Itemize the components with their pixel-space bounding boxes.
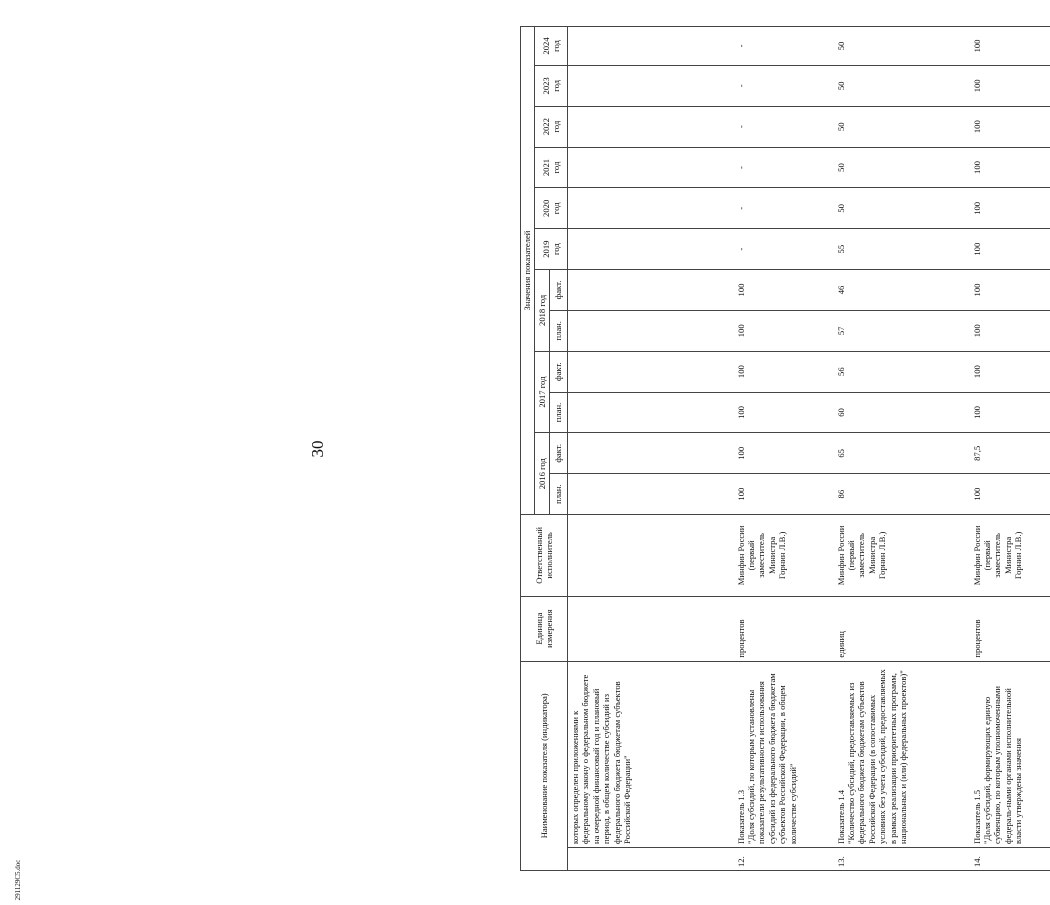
- row-indicator-name: Показатель 1.4 "Количество субсидий, предоставляемых из федерального бюджета бюджетам субъектов Российской Федерации (в сопоставимых условиях без учета субсидий, предоставляемых в рамках реализации приоритетных программ, национальных и (или) федеральных проектов)": [834, 661, 970, 847]
- value-fact-2018: 100: [970, 270, 1050, 311]
- value-2023: 50: [834, 65, 970, 106]
- indicator-table-rotated: [520, 26, 1024, 871]
- table-row: [734, 27, 834, 871]
- header-year-2024: 2024 год: [535, 27, 568, 66]
- header-executor: Ответственный исполнитель: [521, 515, 568, 597]
- row-number: 12.: [734, 847, 834, 870]
- value-2019: 100: [970, 229, 1050, 270]
- value-fact-2017: 100: [970, 351, 1050, 392]
- row-number: 13.: [834, 847, 970, 870]
- header-year-2021: 2021 год: [535, 147, 568, 188]
- header-unit: Единица измерения: [521, 596, 568, 661]
- value-plan-2017: 60: [834, 392, 970, 433]
- value-fact-2016: 65: [834, 433, 970, 474]
- value-plan-2017: 100: [970, 392, 1050, 433]
- value-2020: 100: [970, 188, 1050, 229]
- row-executor: Минфин России (первый заместитель Министра Горнин Л.В.): [734, 515, 834, 597]
- row-executor: Минфин России (первый заместитель Министра Горнин Л.В.): [970, 515, 1050, 597]
- value-2022: 50: [834, 106, 970, 147]
- row-indicator-name: Показатель 1.5 "Доля субсидий, формирующих единую субвенцию, по которым уполномоченными федераль-ными органами исполнительной власти утверждены значения: [970, 661, 1050, 847]
- page-number: 30: [308, 440, 327, 458]
- header-plan-2018: план.: [550, 310, 568, 351]
- value-2021: 50: [834, 147, 970, 188]
- header-year-2022: 2022 год: [535, 106, 568, 147]
- table-row-continuation: [568, 27, 734, 871]
- header-year-2019: 2019 год: [535, 229, 568, 270]
- row-indicator-name: Показатель 1.3 "Доля субсидий, по которым установлены показатели результативности использования субсидий из федерального бюджета бюджетам субъектов Российской Федерации, в общем количестве субсидий": [734, 661, 834, 847]
- header-fact-2018: факт.: [550, 270, 568, 311]
- header-fact-2016: факт.: [550, 433, 568, 474]
- value-2019: -: [734, 229, 834, 270]
- value-fact-2018: 46: [834, 270, 970, 311]
- value-2021: -: [734, 147, 834, 188]
- header-plan-2017: план.: [550, 392, 568, 433]
- value-2023: -: [734, 65, 834, 106]
- value-2020: 50: [834, 188, 970, 229]
- header-fact-2017: факт.: [550, 351, 568, 392]
- value-plan-2016: 100: [734, 474, 834, 515]
- table-row: [970, 27, 1050, 871]
- value-2022: -: [734, 106, 834, 147]
- table-row: [834, 27, 970, 871]
- row-number: 14.: [970, 847, 1050, 870]
- row-unit: процентов: [734, 596, 834, 661]
- value-2022: 100: [970, 106, 1050, 147]
- value-2023: 100: [970, 65, 1050, 106]
- row-unit: процентов: [970, 596, 1050, 661]
- indicator-table: [520, 26, 1050, 871]
- footer-doc-code: 291129С5.doc: [14, 859, 22, 901]
- value-2024: 50: [834, 27, 970, 66]
- value-2019: 55: [834, 229, 970, 270]
- header-year-2020: 2020 год: [535, 188, 568, 229]
- continuation-name: которых определен приложениями к федеральному закону о федеральном бюджете на очередной финансовый год и плановый период, в общем количестве субсидий из федерального бюджета бюджетам субъектов Российской Федерации": [568, 661, 734, 847]
- value-fact-2017: 100: [734, 351, 834, 392]
- header-year-2023: 2023 год: [535, 65, 568, 106]
- value-2024: 100: [970, 27, 1050, 66]
- value-fact-2017: 56: [834, 351, 970, 392]
- header-plan-2016: план.: [550, 474, 568, 515]
- row-executor: Минфин России (первый заместитель Министра Горнин Л.В.): [834, 515, 970, 597]
- value-fact-2018: 100: [734, 270, 834, 311]
- header-year-2018: 2018 год: [535, 270, 550, 352]
- value-2024: -: [734, 27, 834, 66]
- header-indicator-name: Наименование показателя (индикатора): [521, 661, 568, 870]
- value-plan-2016: 100: [970, 474, 1050, 515]
- value-plan-2016: 86: [834, 474, 970, 515]
- value-plan-2018: 100: [734, 310, 834, 351]
- value-fact-2016: 100: [734, 433, 834, 474]
- value-fact-2016: 87,5: [970, 433, 1050, 474]
- value-2020: -: [734, 188, 834, 229]
- header-year-2017: 2017 год: [535, 351, 550, 433]
- header-year-2016: 2016 год: [535, 433, 550, 515]
- table-header: [521, 27, 568, 871]
- header-values-group: Значения показателей: [521, 27, 535, 515]
- row-unit: единиц: [834, 596, 970, 661]
- value-plan-2018: 100: [970, 310, 1050, 351]
- value-2021: 100: [970, 147, 1050, 188]
- value-plan-2018: 57: [834, 310, 970, 351]
- value-plan-2017: 100: [734, 392, 834, 433]
